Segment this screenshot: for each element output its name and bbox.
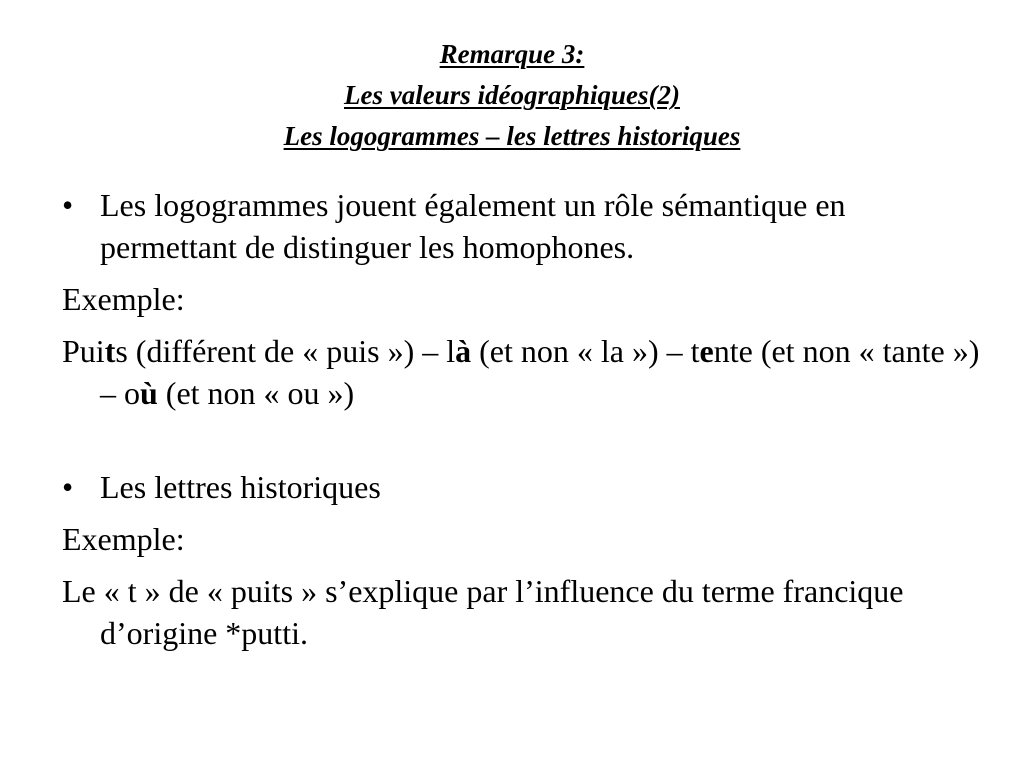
example-text-part: Pui [62, 333, 105, 369]
slide-title [0, 34, 1024, 157]
example-text-part: s (différent de « puis ») – l [115, 333, 456, 369]
highlighted-letter: e [699, 333, 714, 369]
bullet-item-lettres-historiques [62, 466, 982, 508]
bullet-text: Les lettres historiques [100, 469, 381, 505]
bullet-item-logogrammes [62, 184, 982, 268]
example-putti: Le « t » de « puits » s’explique par l’influence du terme francique d’origine *putti. [62, 573, 904, 651]
spacer [62, 424, 982, 466]
bullet-marker: • [62, 469, 74, 505]
slide-body [62, 184, 982, 664]
title-line-1: Remarque 3: [439, 39, 585, 69]
example-label: Exemple: [62, 521, 185, 557]
example-text-part: nte (et non « tante ») – o [100, 333, 980, 411]
title-line-2: Les valeurs idéographiques(2) [344, 80, 680, 110]
example-text-part: (et non « ou ») [157, 375, 355, 411]
bullet-text: Les logogrammes jouent également un rôle sémantique en permettant de distinguer les homophones. [100, 187, 846, 265]
highlighted-letter: à [455, 333, 472, 369]
example-label: Exemple: [62, 281, 185, 317]
bullet-marker: • [62, 187, 74, 223]
highlighted-letter: ù [140, 375, 158, 411]
title-line-3: Les logogrammes – les lettres historiques [283, 121, 741, 151]
highlighted-letter: t [104, 333, 116, 369]
example-homophones [62, 330, 982, 414]
example-text-part: (et non « la ») – t [471, 333, 700, 369]
